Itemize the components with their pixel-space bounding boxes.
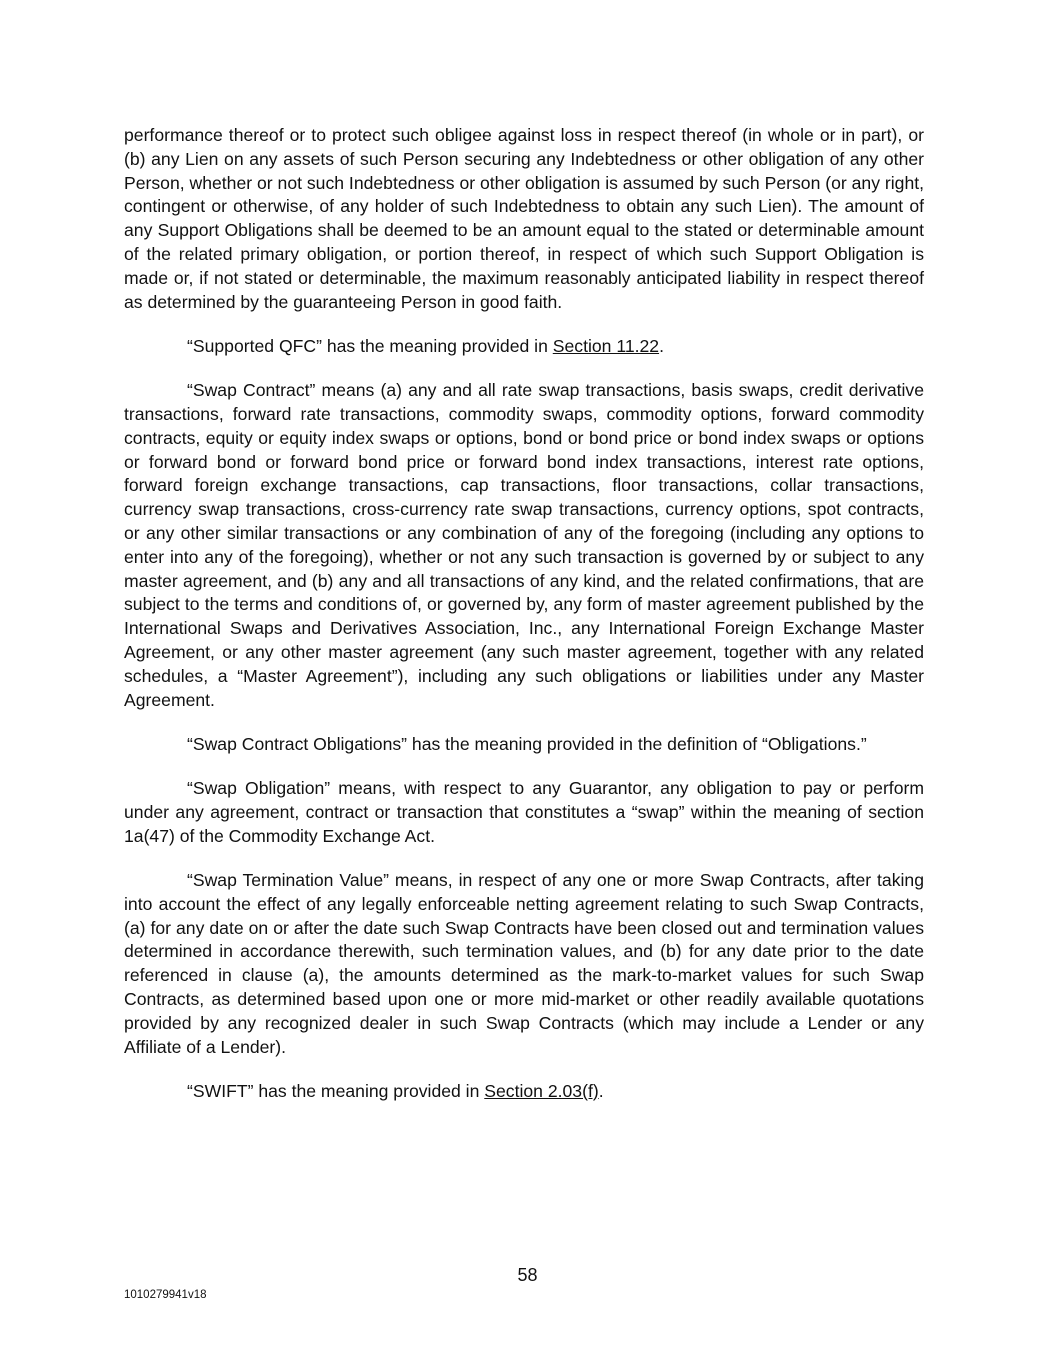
- support-obligation-continuation: performance thereof or to protect such obligee against loss in respect thereof (in whole or in part), or (b) any Lien on any assets of such Person securing any Indebtedness or other obligation of any other Person, whether or not such Indebtedness or other obligation is assumed by such Person (or any right, contingent or otherwise, of any holder of such Indebtedness to obtain any such Lien). The amount of any Support Obligations shall be deemed to be an amount equal to the stated or determinable amount of the related primary obligation, or portion thereof, in respect of which such Support Obligation is made or, if not stated or determinable, the maximum reasonably anticipated liability in respect thereof as determined by the guaranteeing Person in good faith.: [124, 125, 924, 312]
- definition-text: “SWIFT” has the meaning provided in: [187, 1080, 485, 1101]
- definition-punctuation: .: [659, 335, 664, 356]
- definition-swap-termination-value: “Swap Termination Value” means, in respect of any one or more Swap Contracts, after taking into account the effect of any legally enforceable netting agreement relating to such Swap Contracts, (a) for any date on or after the date such Swap Contracts have been closed out and termination values determined in accordance therewith, such termination values, and (b) for any date prior to the date referenced in clause (a), the amounts determined as the mark-to-market values for such Swap Contracts, as determined based upon one or more mid-market or other readily available quotations provided by any recognized dealer in such Swap Contracts (which may include a Lender or any Affiliate of a Lender).: [124, 870, 924, 1057]
- section-reference-link[interactable]: Section 2.03(f): [484, 1080, 599, 1101]
- page-number: 58: [517, 1265, 538, 1285]
- definition-swift: [124, 1080, 924, 1104]
- definition-punctuation: .: [598, 1080, 604, 1101]
- document-id: 1010279941v18: [124, 1289, 207, 1301]
- definition-swap-contract-obligations: “Swap Contract Obligations” has the meaning provided in the definition of “Obligations.”: [187, 733, 867, 754]
- section-reference-link[interactable]: Section 11.22: [552, 335, 660, 356]
- definition-swap-contract: “Swap Contract” means (a) any and all rate swap transactions, basis swaps, credit derivative transactions, forward rate transactions, commodity swaps, commodity options, forward commodity contracts, equity or equity index swaps or options, bond or bond price or bond index swaps or options or forward bond or forward bond price or forward bond index transactions, interest rate options, forward foreign exchange transactions, cap transactions, floor transactions, collar transactions, currency swap transactions, cross-currency rate swap transactions, currency options, spot contracts, or any other similar transactions or any combination of any of the foregoing (including any options to enter into any of the foregoing), whether or not any such transaction is governed by or subject to any master agreement, and (b) any and all transactions of any kind, and the related confirmations, that are subject to the terms and conditions of, or governed by, any form of master agreement published by the International Swaps and Derivatives Association, Inc., any International Foreign Exchange Master Agreement, or any other master agreement (any such master agreement, together with any related schedules, a “Master Agreement”), including any such obligations or liabilities under any Master Agreement.: [124, 380, 924, 710]
- document-body: [124, 124, 924, 1124]
- definition-supported-qfc: [124, 335, 924, 359]
- definition-text: “Supported QFC” has the meaning provided in: [187, 335, 553, 356]
- definition-swap-obligation: “Swap Obligation” means, with respect to any Guarantor, any obligation to pay or perform under any agreement, contract or transaction that constitutes a “swap” within the meaning of section 1a(47) of the Commodity Exchange Act.: [124, 778, 924, 846]
